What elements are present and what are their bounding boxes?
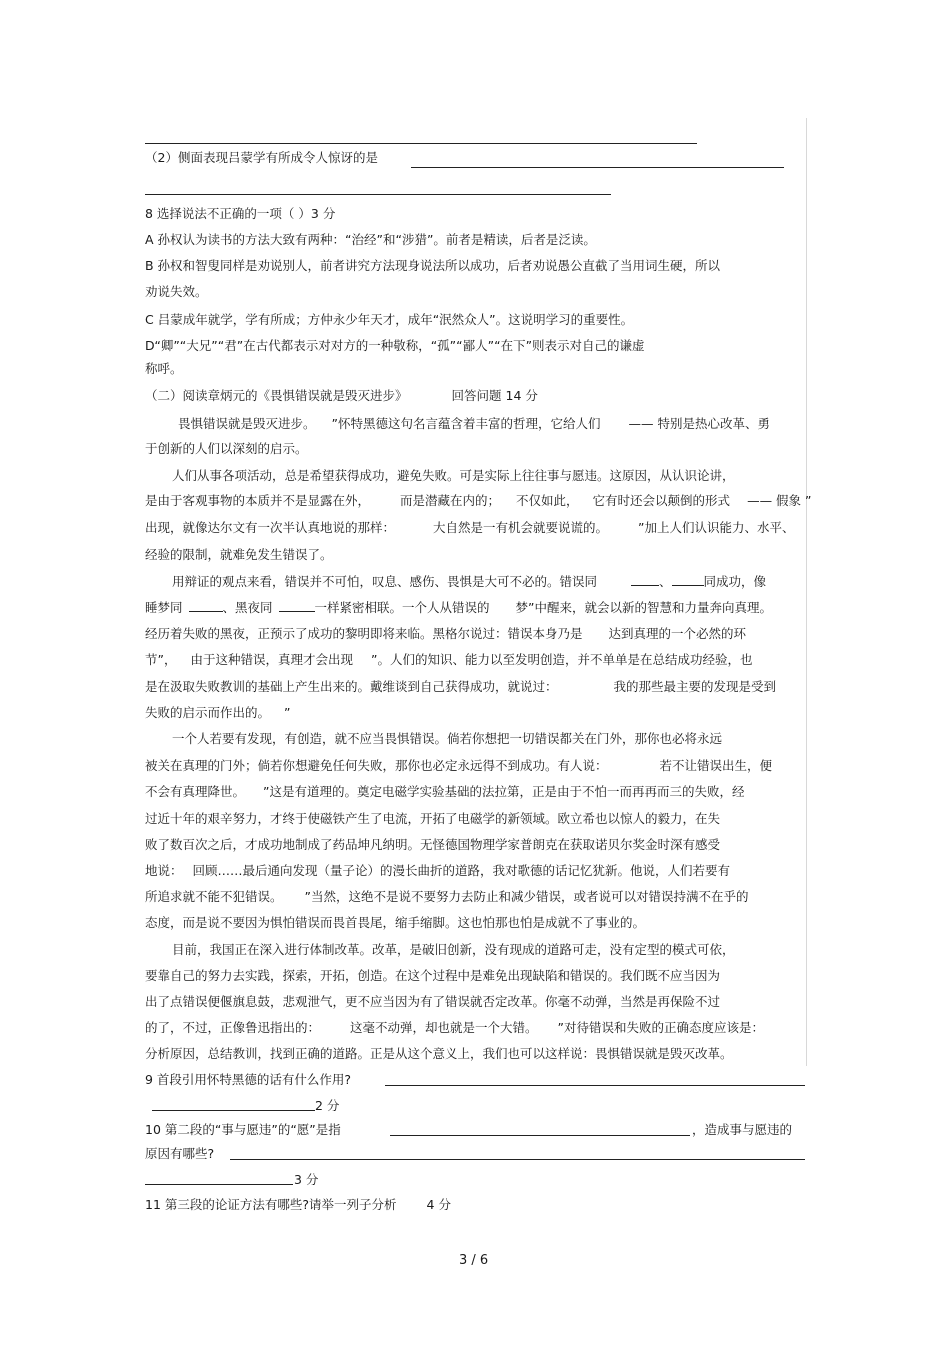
passage-line: 于创新的人们以深刻的启示。	[145, 441, 308, 456]
page-border-right	[806, 118, 807, 1066]
passage-text: 达到真理的一个必然的环	[608, 626, 747, 641]
passage-text: ”	[284, 705, 291, 720]
passage-text: 若不让错误出生，便	[659, 758, 773, 773]
question-11-prompt	[145, 1197, 451, 1213]
passage-line	[145, 705, 291, 721]
passage-text: 、黑夜同	[222, 600, 273, 615]
passage-line: 出了点错误便偃旗息鼓，悲观泄气，更不应当因为有了错误就否定改革。你毫不动弹，当然是再保险不过	[145, 994, 721, 1009]
passage-text: 回顾……最后通向发现（量子论）的漫长曲折的道路，我对歌德的话记忆犹新。他说，人们若要有	[192, 863, 731, 878]
passage-line	[145, 520, 795, 536]
passage-text: ”当然，这绝不是说不要努力去防止和减少错误，或者说可以对错误持满不在乎的	[304, 889, 749, 904]
passage-text: 睡梦同	[145, 600, 183, 615]
passage-line: 要靠自己的努力去实践，探索，开拓，创造。在这个过程中是难免出现缺陷和错误的。我们既不应当因为	[145, 968, 721, 983]
passage-text: 梦”中醒来，就会以新的智慧和力量奔向真理。	[515, 600, 773, 615]
passage-text: ”。人们的知识、能力以至发明创造，并不单单是在总结成功经验，也	[371, 652, 753, 667]
passage-line	[145, 626, 746, 642]
fill-blank	[631, 573, 659, 586]
question-11-score: 4 分	[426, 1197, 451, 1212]
passage-line: 态度，而是说不要因为惧怕错误而畏首畏尾，缩手缩脚。这也怕那也怕是成就不了事业的。	[145, 915, 646, 930]
passage-line: 人们从事各项活动，总是希望获得成功，避免失败。可是实际上往往事与愿违。这原因，从认识论讲，	[172, 468, 735, 483]
passage-text: 同成功，像	[703, 574, 767, 589]
fill-blank	[279, 599, 315, 612]
passage-line	[145, 679, 776, 695]
question-7-2: （2）侧面表现吕蒙学有所成令人惊讶的是	[145, 150, 378, 165]
passage-line	[172, 573, 766, 590]
option-b-cont: 劝说失效。	[145, 284, 208, 299]
question-9-score: 2 分	[315, 1098, 340, 1113]
answer-line	[152, 1110, 315, 1111]
passage-text: 畏惧错误就是毁灭进步。	[178, 416, 316, 431]
passage-line	[145, 599, 772, 616]
answer-line	[385, 1085, 805, 1086]
answer-line	[390, 1135, 690, 1136]
passage-line: 分析原因，总结教训，找到正确的道路。正是从这个意义上，我们也可以这样说：畏惧错误就是毁灭改革。	[145, 1046, 733, 1061]
passage-text: 一样紧密相联。一个人从错误的	[314, 600, 490, 615]
passage-text: 不会有真理降世。	[145, 784, 246, 799]
passage-line	[145, 493, 812, 509]
section-2-score: 回答问题 14 分	[451, 388, 538, 403]
passage-text: 是由于客观事物的本质并不是显露在外，	[145, 493, 371, 508]
page-number: 3 / 6	[459, 1253, 489, 1268]
option-c: C 吕蒙成年就学，学有所成；方仲永少年天才，成年“泯然众人”。这说明学习的重要性。	[145, 312, 634, 327]
question-11-text: 11 第三段的论证方法有哪些?请举一列子分析	[145, 1197, 397, 1212]
passage-text: 我的那些最主要的发现是受到	[613, 679, 777, 694]
passage-text: 所追求就不能不犯错误。	[145, 889, 283, 904]
passage-text: ”对待错误和失败的正确态度应该是：	[557, 1020, 765, 1035]
passage-line	[145, 652, 752, 668]
passage-text: 而是潜藏在内的；	[400, 493, 501, 508]
passage-line: 败了数百次之后，才成功地制成了药品坤凡纳明。无怪德国物理学家普朗克在获取诺贝尔奖金时深有感受	[145, 837, 721, 852]
question-9-prompt: 9 首段引用怀特黑德的话有什么作用?	[145, 1072, 352, 1087]
passage-line	[145, 784, 745, 800]
fill-blank	[672, 573, 704, 586]
question-10-score: 3 分	[294, 1172, 319, 1187]
passage-text: ”怀特黑德这句名言蕴含着丰富的哲理，它给人们	[331, 416, 601, 431]
option-a: A 孙权认为读书的方法大致有两种：“治经”和“涉猎”。前者是精读，后者是泛读。	[145, 232, 596, 247]
passage-line: 经验的限制，就难免发生错误了。	[145, 547, 333, 562]
question-10-prompt: 10 第二段的“事与愿违”的“愿”是指	[145, 1122, 341, 1137]
option-d: D“卿”“大兄”“君”在古代都表示对对方的一种敬称，“孤”“鄙人”“在下”则表示对自己的谦虚	[145, 338, 645, 353]
passage-text: 出现，就像达尔文有一次半认真地说的那样：	[145, 520, 396, 535]
passage-line	[145, 863, 730, 879]
passage-line: 过近十年的艰辛努力，才终于使磁铁产生了电流，开拓了电磁学的新领域。欧立希也以惊人的毅力，在失	[145, 811, 721, 826]
passage-text: 用辩证的观点来看，错误并不可怕，叹息、感伤、畏惧是大可不必的。错误同	[172, 574, 598, 589]
passage-text: —— 特别是热心改革、勇	[628, 416, 770, 431]
fill-blank	[189, 599, 223, 612]
passage-text: 不仅如此，	[516, 493, 579, 508]
passage-text: ”加上人们认识能力、水平、	[638, 520, 795, 535]
passage-text: 的了，不过，正像鲁迅指出的：	[145, 1020, 321, 1035]
passage-line	[145, 889, 749, 905]
question-10-prompt-b: ，造成事与愿违的	[692, 1122, 793, 1137]
passage-line: 目前，我国正在深入进行体制改革。改革，是破旧创新，没有现成的道路可走，没有定型的模式可依，	[172, 942, 735, 957]
passage-text: 被关在真理的门外；倘若你想避免任何失败，那你也必定永远得不到成功。有人说：	[145, 758, 608, 773]
passage-text: 失败的启示而作出的。	[145, 705, 271, 720]
passage-text: 大自然是一有机会就要说谎的。	[433, 520, 609, 535]
answer-line	[411, 167, 784, 168]
passage-line	[178, 416, 770, 432]
passage-text: 地说：	[145, 863, 183, 878]
passage-text: 它有时还会以颠倒的形式	[592, 493, 731, 508]
answer-line	[145, 194, 611, 195]
passage-text: —— 假象 ”	[747, 493, 812, 508]
option-d-cont: 称呼。	[145, 361, 183, 376]
passage-line: 一个人若要有发现，有创造，就不应当畏惧错误。倘若你想把一切错误都关在门外，那你也必将永远	[172, 731, 723, 746]
passage-text: 是在汲取失败教训的基础上产生出来的。戴维谈到自己获得成功，就说过：	[145, 679, 558, 694]
passage-line	[145, 758, 772, 774]
answer-line	[145, 1184, 293, 1185]
section-2-title-text: （二）阅读章炳元的《畏惧错误就是毁灭进步》	[145, 388, 408, 403]
passage-text: 、	[659, 574, 672, 589]
passage-text: ”这是有道理的。奠定电磁学实验基础的法拉第，正是由于不怕一而再再而三的失败，经	[263, 784, 745, 799]
option-b: B 孙权和智叟同样是劝说别人，前者讲究方法现身说法所以成功，后者劝说愚公直截了当用词生硬，所以	[145, 258, 721, 273]
answer-line	[230, 1159, 805, 1160]
passage-text: 经历着失败的黑夜，正预示了成功的黎明即将来临。黑格尔说过：错误本身乃是	[145, 626, 583, 641]
passage-text: 这毫不动弹，却也就是一个大错。	[350, 1020, 538, 1035]
question-10-prompt-c: 原因有哪些?	[145, 1146, 215, 1161]
passage-text: 节”，	[145, 652, 177, 667]
passage-text: 由于这种错误，真理才会出现	[190, 652, 353, 667]
passage-line	[145, 1020, 764, 1036]
section-2-title	[145, 388, 538, 404]
question-8-prompt: 8 选择说法不正确的一项（ ）3 分	[145, 206, 336, 221]
answer-line	[145, 143, 697, 144]
